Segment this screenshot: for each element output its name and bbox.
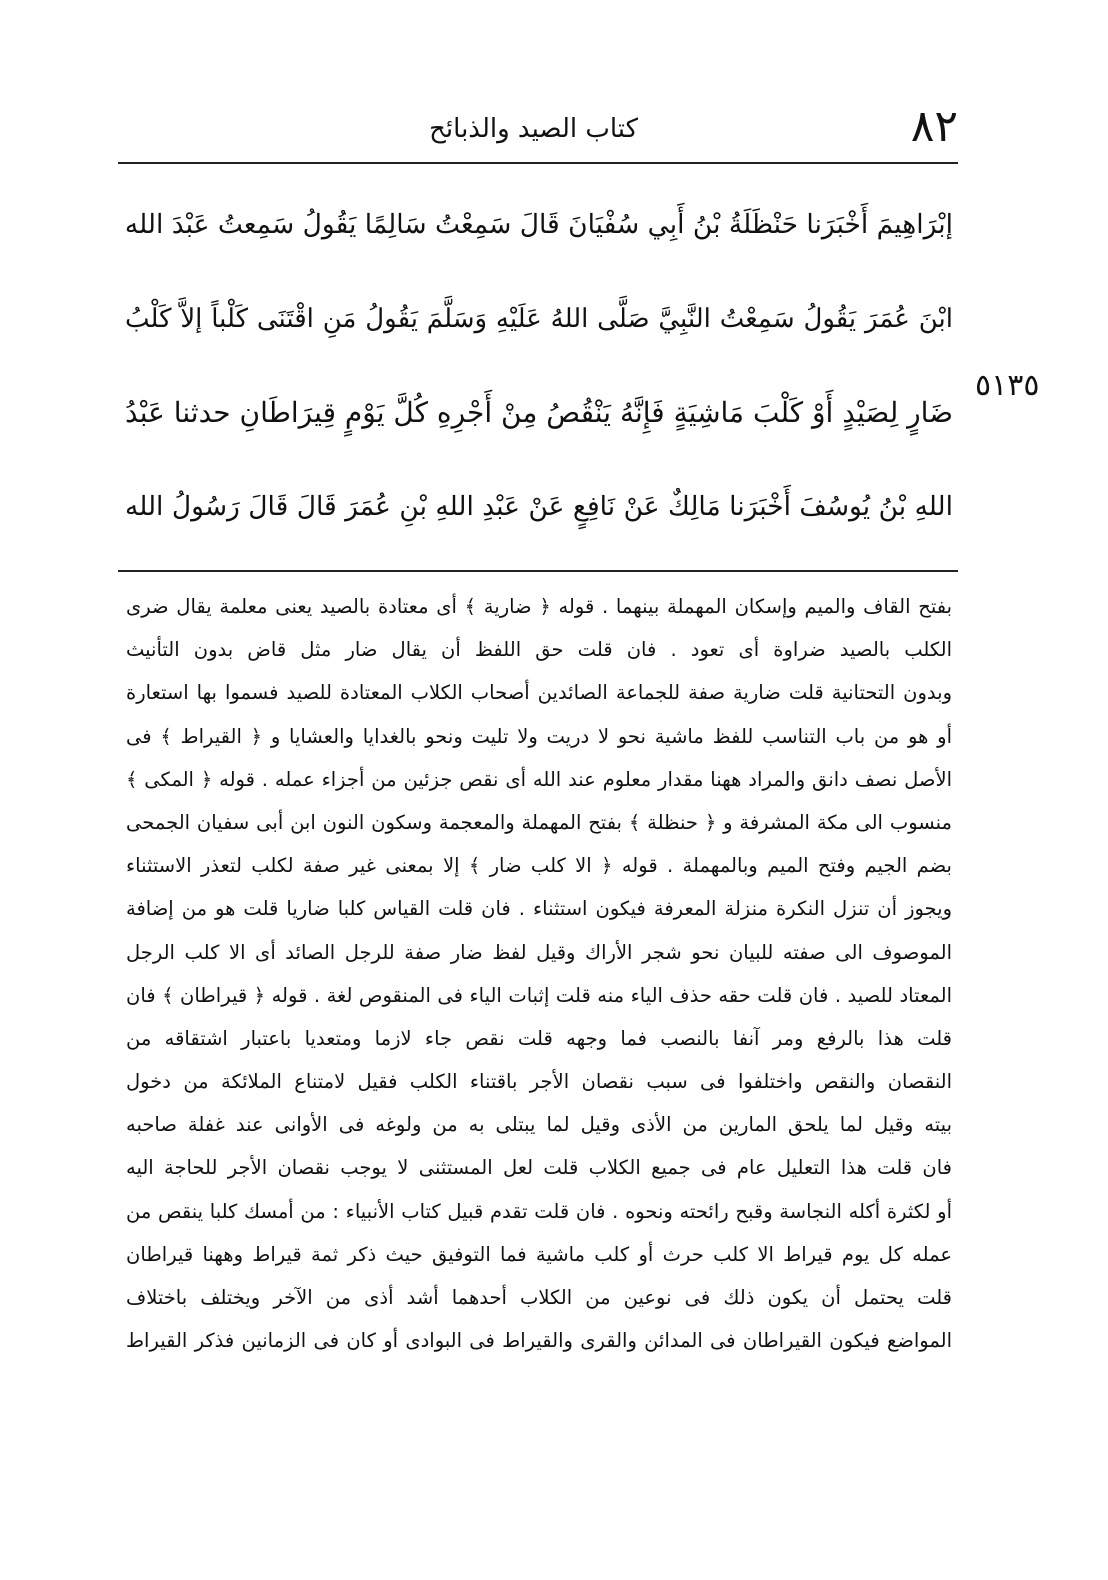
commentary-line: قلت هذا بالرفع ومر آنفا بالنصب فما وجهه قلت نقص جاء لازما ومتعديا باعتبار اشتقاقه من — [126, 1026, 952, 1050]
page-header — [118, 100, 958, 162]
hadith-text-block — [125, 178, 953, 554]
commentary-line: أو لكثرة أكله النجاسة وقبح رائحته ونحوه . فان قلت تقدم قبيل كتاب الأنبياء : من أمسك كلبا ينقص من — [126, 1199, 952, 1223]
hadith-line: إبْرَاهِيمَ أَخْبَرَنا حَنْظَلَةُ بْنُ أَبِي سُفْيَانَ قَالَ سَمِعْتُ سَالِمًا يَقُولُ سَمِعتُ عَبْدَ الله — [125, 209, 953, 240]
running-title: كتاب الصيد والذبائح — [429, 114, 638, 144]
commentary-line: قلت يحتمل أن يكون ذلك فى نوعين من الكلاب أحدهما أشد أذى من الآخر ويختلف باختلاف — [126, 1286, 952, 1309]
commentary-line: أو هو من باب التناسب للفظ ماشية نحو لا دريت ولا تليت ونحو بالغدايا والعشايا و ﴿ القيراط ﴾ فى — [126, 724, 952, 748]
commentary-line: وبدون التحتانية قلت ضارية صفة للجماعة الصائدين أصحاب الكلاب المعتادة للصيد فسموا بها استعارة — [126, 681, 952, 705]
page-number: ٨٢ — [910, 101, 958, 152]
commentary-line: ويجوز أن تنزل النكرة منزلة المعرفة فيكون استثناء . فان قلت القياس كلبا ضاريا قلت هو من إضافة — [126, 897, 952, 921]
header-rule — [118, 162, 958, 164]
commentary-line: فان قلت هذا التعليل عام فى جميع الكلاب قلت لعل المستثنى لا يوجب نقصان الأجر للحاجة اليه — [126, 1156, 952, 1180]
commentary-text-block — [126, 585, 952, 1362]
commentary-line: الأصل نصف دانق والمراد ههنا مقدار معلوم عند الله أى نقص جزئين من أجزاء عمله . قوله ﴿ المكى ﴾ — [126, 767, 952, 791]
commentary-line: الكلب بالصيد ضراوة أى تعود . فان قلت حق اللفظ أن يقال ضار مثل قاض بدون التأنيث — [126, 638, 952, 662]
commentary-line: بيته وقيل لما يلحق المارين من الأذى وقيل لما يبتلى به من ولوغه فى الأوانى عند غفلة صاحبه — [126, 1113, 952, 1137]
commentary-line: المواضع فيكون القيراطان فى المدائن والقرى والقيراط فى البوادى أو كان فى الزمانين فذكر القيراط — [126, 1329, 952, 1353]
commentary-separator-rule — [118, 570, 958, 572]
commentary-line: منسوب الى مكة المشرفة و ﴿ حنظلة ﴾ بفتح المهملة والمعجمة وسكون النون ابن أبى سفيان الجمحى — [126, 810, 952, 834]
commentary-line: عمله كل يوم قيراط الا كلب حرث أو كلب ماشية فما التوفيق حيث ذكر ثمة قيراط وههنا قيراطان — [126, 1242, 952, 1266]
commentary-line: المعتاد للصيد . فان قلت حقه حذف الياء منه قلت إثبات الياء فى المنقوص لغة . قوله ﴿ قيراطان ﴾ فان — [126, 983, 952, 1007]
commentary-line: بضم الجيم وفتح الميم وبالمهملة . قوله ﴿ الا كلب ضار ﴾ إلا بمعنى غير صفة لكلب لتعذر الاستثناء — [126, 854, 952, 878]
hadith-line: ابْنَ عُمَرَ يَقُولُ سَمِعْتُ النَّبِيَّ صَلَّى اللهُ عَلَيْهِ وَسَلَّمَ يَقُولُ مَنِ اقْتَنَى كَلْباً إلاَّ كَلْبُ — [125, 304, 953, 334]
commentary-line: الموصوف الى صفته للبيان نحو شجر الأراك وقيل لفظ ضار صفة للرجل الصائد أى الا كلب الرجل — [126, 940, 952, 964]
commentary-line: النقصان والنقص واختلفوا فى سبب نقصان الأجر باقتناء الكلب فقيل لامتناع الملائكة من دخول — [126, 1070, 952, 1094]
hadith-line: اللهِ بْنُ يُوسُفَ أَخْبَرَنا مَالِكٌ عَنْ نَافِعٍ عَنْ عَبْدِ اللهِ بْنِ عُمَرَ قَالَ قَالَ رَسُولُ الله — [125, 491, 953, 522]
commentary-line: بفتح القاف والميم وإسكان المهملة بينهما . قوله ﴿ ضارية ﴾ أى معتادة بالصيد يعنى معلمة يقال ضرى — [126, 595, 952, 618]
hadith-number: ٥١٣٥ — [975, 368, 1040, 403]
hadith-line: ضَارٍ لِصَيْدٍ أَوْ كَلْبَ مَاشِيَةٍ فَإِنَّهُ يَنْقُصُ مِنْ أَجْرِهِ كُلَّ يَوْمٍ قِيرَاطَانِ حدثنا عَبْدُ — [125, 396, 953, 429]
